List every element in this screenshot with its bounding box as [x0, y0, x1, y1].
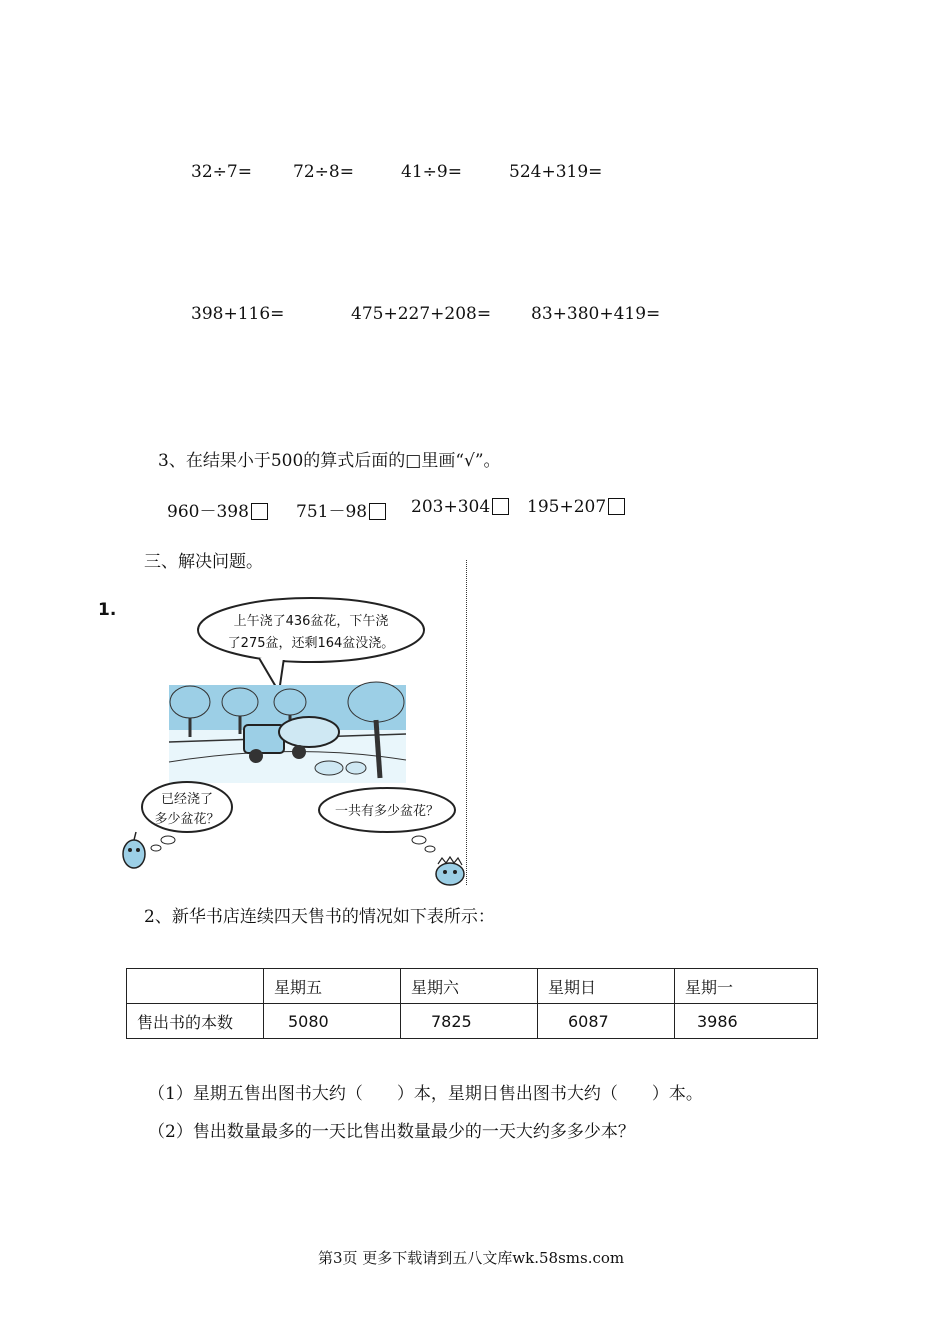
calc-72-div-8: 72÷8= [293, 162, 354, 182]
table-header-row [127, 969, 818, 1004]
q3-checkbox-3[interactable] [492, 498, 509, 515]
calc-398-plus-116: 398+116= [191, 304, 285, 324]
q3-checkbox-2[interactable] [369, 503, 386, 520]
q3-item-3-expr: 203+304 [411, 497, 491, 517]
q2-title: 2、新华书店连续四天售书的情况如下表所示： [144, 907, 495, 927]
table-header-empty [127, 969, 264, 1004]
book-sales-table [126, 968, 818, 1039]
calc-475-227-208: 475+227+208= [351, 304, 492, 324]
speech-bubble-left [142, 782, 232, 851]
speech-bubble-right [319, 788, 455, 852]
table-row [127, 1004, 818, 1039]
speech-left-line2: 多少盆花？ [154, 812, 220, 827]
calc-524-plus-319: 524+319= [509, 162, 603, 182]
q3-item-2 [296, 497, 386, 522]
q3-item-4 [527, 497, 625, 517]
calc-41-div-9: 41÷9= [401, 162, 462, 182]
table-header-saturday: 星期六 [401, 969, 538, 1004]
street-scene [169, 682, 406, 783]
section3-title: 三、解决问题。 [144, 552, 263, 572]
table-cell-monday: 3986 [675, 1004, 818, 1039]
cartoon-character-right [436, 857, 464, 885]
page-footer: 第3页 更多下载请到五八文库wk.58sms.com [318, 1249, 625, 1267]
table-row-label: 售出书的本数 [127, 1004, 264, 1039]
q3-item-4-expr: 195+207 [527, 497, 607, 517]
table-cell-saturday: 7825 [401, 1004, 538, 1039]
table-header-friday: 星期五 [264, 969, 401, 1004]
q3-item-2-expr: 751－98 [296, 502, 368, 522]
speech-top-line2: 了275盆，还剩164盆没浇。 [227, 636, 395, 651]
q3-item-3 [411, 497, 509, 517]
calc-32-div-7: 32÷7= [191, 162, 252, 182]
table-header-sunday: 星期日 [538, 969, 675, 1004]
q3-item-1 [167, 497, 268, 522]
speech-right-text: 一共有多少盆花？ [334, 804, 440, 819]
calc-83-380-419: 83+380+419= [531, 304, 661, 324]
table-cell-friday: 5080 [264, 1004, 401, 1039]
watering-flowers-illustration [94, 592, 474, 892]
q3-checkbox-1[interactable] [251, 503, 268, 520]
q2-sub2: （2）售出数量最多的一天比售出数量最少的一天大约多多少本？ [148, 1122, 635, 1142]
speech-bubble-top [198, 598, 424, 692]
table-header-monday: 星期一 [675, 969, 818, 1004]
table-cell-sunday: 6087 [538, 1004, 675, 1039]
speech-left-line1: 已经浇了 [160, 792, 214, 807]
speech-top-line1: 上午浇了436盆花，下午浇 [233, 614, 389, 629]
q3-item-1-expr: 960－398 [167, 502, 249, 522]
cartoon-character-left [123, 832, 145, 868]
q3-title: 3、在结果小于500的算式后面的□里画“√”。 [158, 451, 501, 471]
q3-checkbox-4[interactable] [608, 498, 625, 515]
q2-sub1: （1）星期五售出图书大约（ ）本，星期日售出图书大约（ ）本。 [148, 1084, 703, 1104]
problem1-number: 1. [98, 600, 117, 620]
